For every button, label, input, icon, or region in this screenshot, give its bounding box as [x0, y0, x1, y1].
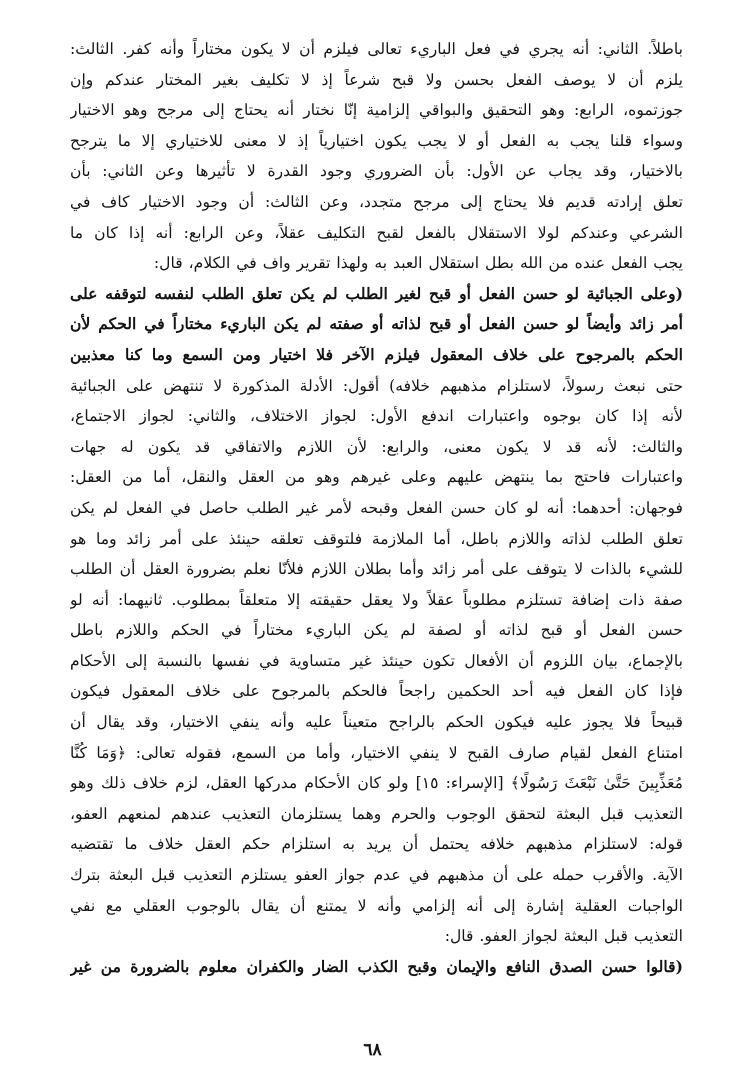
text-line: صفة ذات إضافة تستلزم مطلوباً عقلاً ولا يعقل حقيقته إلا متعلقاً بمطلوب. ثانيهما: أنه لو	[70, 590, 683, 609]
text-line: تعلق إرادته قديم فلا يحتاج إلى مرجح متجدد، وعن الثالث: أن وجود الاختيار كاف في	[70, 192, 683, 211]
bold-text-line: الحكم بالمرجوح على خلاف المعقول فيلزم الآخر فلا اختيار ومن السمع وما كنا معذبين	[70, 344, 683, 364]
text-line: والثالث: لأنه قد لا يكون معنى، والرابع: لأن اللازم والاتفاقي قد يكون له جهات	[70, 437, 683, 456]
text-line: التعذيب قبل البعثة لجواز العفو. قال:	[444, 927, 683, 946]
text-line: الشرعي وعندكم لولا الاستقلال بالفعل لقبح التكليف عقلاً، وعن الرابع: أنه إذا كان ما	[70, 223, 683, 242]
text-line: بالإجماع، بيان اللزوم أن الأفعال تكون حينئذ غير متساوية في نفسها بالنسبة إلى الأحكام	[70, 651, 683, 670]
text-line: واعتبارات فاحتج بما ينتهض عليهم وعلى غيرهم وهو من العقل والنقل، أما من العقل:	[70, 468, 683, 487]
text-line: حسن الفعل أو قبح لذاته أو لصفة لم يكن الباريء مختاراً في الحكم واللازم باطل	[70, 621, 683, 640]
text-line: يلزم أن لا يوصف الفعل بحسن ولا قبح شرعاً إذ لا تكليف بغير المختار عندكم وإن	[70, 70, 683, 89]
bold-text-line: (وعلى الجبائية لو حسن الفعل أو قبح لغير الطلب لم يكن تعلق الطلب لنفسه لتوقفه على	[70, 283, 683, 303]
page-number: ٦٨	[363, 1040, 382, 1060]
text-line: الواجبات العقلية إشارة إلى أنه إلزامي وأنه لا يمتنع أن يقال بالوجوب العقلي مع نفي	[70, 896, 683, 915]
text-line: فإذا كان الفعل فيه أحد الحكمين راجحاً فالحكم بالمرجوح على خلاف المعقول فيكون	[70, 682, 683, 701]
text-line: باطلاً. الثاني: أنه يجري في فعل الباريء تعالى فيلزم أن لا يكون مختاراً وأنه كفر. الثالث:	[70, 40, 683, 58]
bold-text-line: (قالوا حسن الصدق النافع والإيمان وقبح الكذب الضار والكفران معلوم بالضرورة من غير	[70, 956, 683, 976]
text-line: قوله: لاستلزام مذهبهم خلافه يحتمل أن يريد به استلزام حكم العقل خلاف ما تقتضيه	[70, 835, 683, 854]
page-body-text	[70, 34, 683, 982]
text-line: جوزتموه، الرابع: وهو التحقيق والبواقي إلزامية إنّا نختار أنه يحتاج إلى مرجح وهو الاختيار	[70, 101, 683, 120]
text-line: مُعَذِّبِينَ حَتَّىٰ نَبْعَثَ رَسُولًا﴾ [الإسراء: ١٥] ولو كان الأحكام مدركها العقل، لزم خلاف ذلك وهو	[70, 774, 683, 793]
bold-text-line: أمر زائد وأيضاً لو حسن الفعل أو قبح لذاته أو صفته لم يكن الباريء مختاراً في الحكم لأن	[70, 314, 683, 334]
text-line: تعلق الطلب لذاته واللازم باطل، أما الملازمة فلتوقف تعلقه حينئذ على أمر زائد وما هو	[70, 529, 683, 548]
text-line: قبيحاً فلا يجوز عليه فيكون الحكم بالراجح متعيناً عليه وأنه ينفي الاختيار، وقد يقال أن	[70, 713, 683, 732]
text-line: بالاختيار، وقد يجاب عن الأول: بأن الضروري وجود القدرة لا تأثيرها وعن الثاني: بأن	[70, 162, 683, 181]
text-line: يجب الفعل عنده من الله بطل استقلال العبد به ولهذا تقرير واف في الكلام، قال:	[153, 254, 683, 273]
text-line: للشيء بالذات لا يتوقف على أمر زائد وأما بطلان اللازم فلأنّا نعلم بضرورة العقل أن الطلب	[70, 560, 683, 579]
text-line: امتناع الفعل لقيام صارف القبح لا ينفي الاختيار، وأما من السمع، فقوله تعالى: ﴿وَمَا كُنَّا	[70, 743, 683, 762]
text-line: لأنه إذا كان بوجوه واعتبارات اندفع الأول: لجواز الاختلاف، والثاني: لجواز الاجتماع،	[70, 407, 683, 426]
text-line: فوجهان: أحدهما: أنه لو كان حسن الفعل وقبحه لأمر غير الطلب حاصل في الفعل لم يكن	[70, 498, 683, 517]
text-line: التعذيب قبل البعثة لتحقق الوجوب والحرم وهما يستلزمان التعذيب عندهم لمنعهم العفو،	[70, 804, 683, 823]
text-line: الآية. والأقرب حمله على أن مذهبهم في عدم جواز العفو يستلزم التعذيب قبل البعثة بترك	[70, 866, 683, 885]
text-line: حتى نبعث رسولاً، لاستلزام مذهبهم خلافه) أقول: الأدلة المذكورة لا تنتهض على الجبائية	[70, 376, 683, 395]
text-line: وسواء قلنا يجب به الفعل أو لا يجب يكون اختيارياً إذ لا معنى للاختياري إلا ما يترجح	[70, 131, 683, 150]
